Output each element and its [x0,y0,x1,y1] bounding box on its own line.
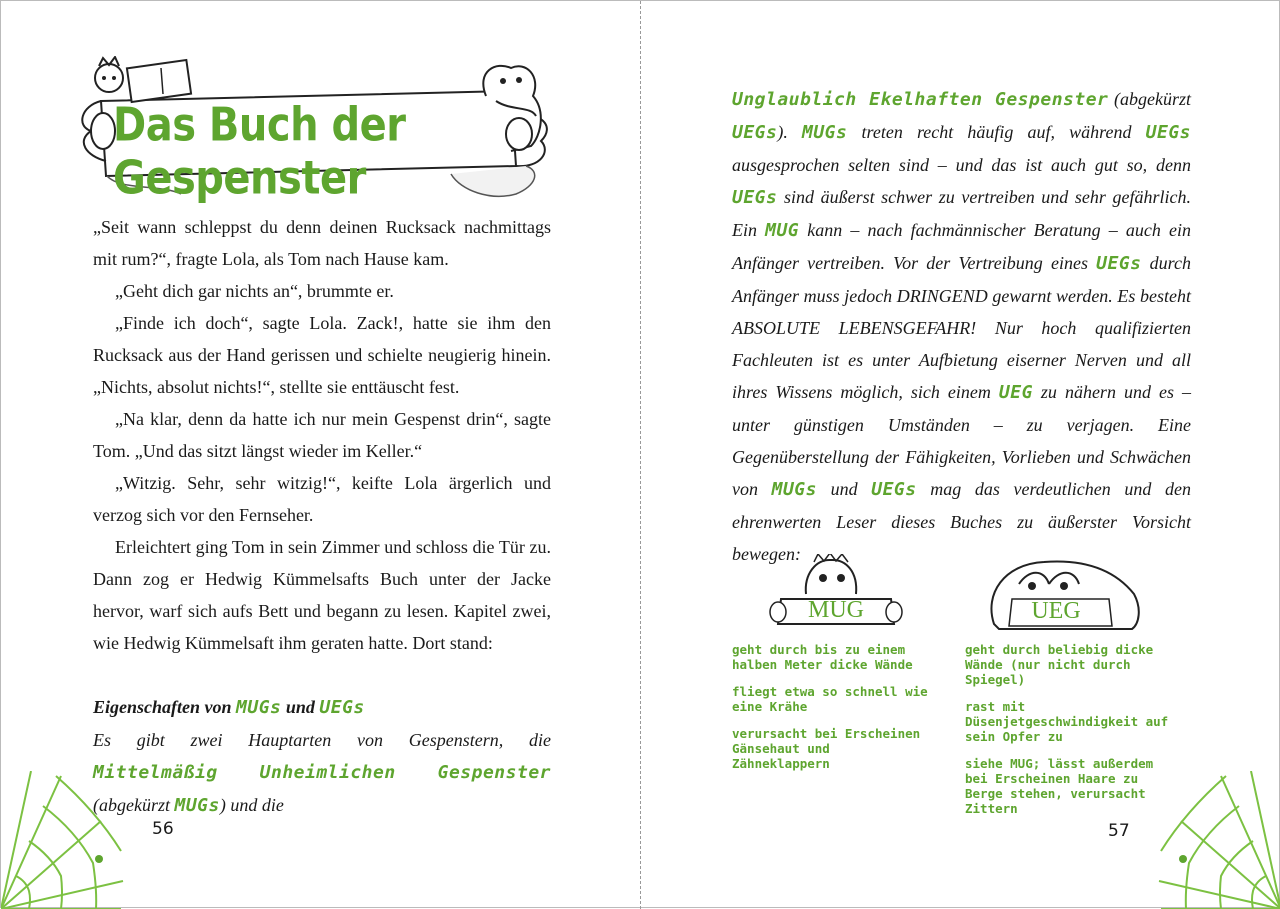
intro-text: ) und die [219,795,284,815]
paragraph: „Seit wann schleppst du denn deinen Rucksack nachmittags mit rum?“, fragte Lola, als Tom nach Hause kam. [93,217,551,269]
heading-text: und [281,697,320,717]
text-run: zu nähern und es – unter günstigen Umständen – zu verjagen. Eine Gegenüberstellung der Fähigkeiten, Vorlieben und Schwächen von [732,382,1191,499]
intro-text: (abgekürzt [93,795,175,815]
text-run: (abgekürzt [1108,89,1192,109]
uegs-term: UEGs [1145,122,1192,143]
left-page [1,1,640,909]
paragraph: Erleichtert ging Tom in sein Zimmer und schloss die Tür zu. Dann zog er Hedwig Kümmelsafts Buch unter der Jacke hervor, warf sich aufs Bett und begann zu lesen. Kapitel zwei, wie Hedwig Kümmelsaft ihm geraten hatte. Dort stand: [93,537,551,653]
ueg-properties-list [965,642,1180,828]
paragraph: „Witzig. Sehr, sehr witzig!“, keifte Lola ärgerlich und verzog sich vor den Fernseher. [93,473,551,525]
text-run: sind äußerst schwer zu vertreiben und sehr gefährlich. Ein [732,187,1191,240]
list-item: verursacht bei Erscheinen Gänsehaut und Zähneklappern [732,726,921,771]
mug-term: MUG [765,220,800,241]
mug-fullname: Mittelmäßig Unheimlichen Gespenster [93,762,551,783]
mug-label: MUG [807,597,864,623]
mugs-term: MUGs [174,795,220,816]
list-item: geht durch beliebig dicke Wände (nur nicht durch Spiegel) [965,642,1154,687]
text-run: durch Anfänger muss jedoch DRINGEND gewarnt werden. Es besteht ABSOLUTE LEBENSGEFAHR! Nur hoch qualifizierten Fachleuten ist es unter Aufbietung eiserner Nerven und all ihres Wissens möglich, sich einem [732,253,1191,402]
chapter-excerpt [93,691,551,822]
uegs-term: UEGs [1096,253,1142,274]
uegs-term: UEGs [871,479,917,500]
page-number: 56 [152,819,174,839]
ueg-term: UEG [998,382,1033,403]
list-item: geht durch bis zu einem halben Meter dicke Wände [732,642,913,672]
excerpt-intro [93,724,551,822]
list-item: siehe MUG; lässt außerdem bei Erscheinen Haare zu Berge stehen, verursacht Zittern [965,756,1154,816]
text-run: mag das verdeutlichen und den ehrenwerten Leser dieses Buches zu äußerster Vorsicht bewegen: [732,479,1191,564]
text-run: treten recht häufig auf, während [847,122,1146,142]
mug-properties-list [732,642,932,783]
book-title: Das Buch der Gespenster [113,99,406,205]
paragraph: „Geht dich gar nichts an“, brummte er. [115,281,394,301]
heading-text: Eigenschaften von [93,697,237,717]
uegs-term: UEGs [319,697,365,718]
ueg-label: UEG [1031,598,1081,624]
mugs-term: MUGs [802,122,848,143]
right-body-text [732,83,1191,570]
spiderweb-icon [1,771,126,909]
text-run: ausgesprochen selten sind – und das ist auch gut so, denn [732,155,1191,175]
ueg-fullname: Unglaublich Ekelhaften Gespenster [732,89,1109,110]
text-run: und [816,479,872,499]
paragraph: „Na klar, denn da hatte ich nur mein Gespenst drin“, sagte Tom. „Und das sitzt längst wieder im Keller.“ [93,409,551,461]
uegs-term: UEGs [732,187,778,208]
excerpt-heading [93,691,551,724]
list-item: fliegt etwa so schnell wie eine Krähe [732,684,928,714]
mugs-term: MUGs [771,479,817,500]
paragraph: „Finde ich doch“, sagte Lola. Zack!, hatte sie ihm den Rucksack aus der Hand gerissen und schielte neugierig hinein. „Nichts, absolut nichts!“, stellte sie enttäuscht fest. [93,313,551,397]
text-run: kann – nach fachmännischer Beratung – auch ein Anfänger vertreiben. Vor der Vertreibung eines [732,220,1191,273]
text-run: ). [777,122,802,142]
left-body-text [93,211,551,659]
intro-text: Es gibt zwei Hauptarten von Gespenstern, die [93,730,551,750]
page-number: 57 [1108,821,1130,841]
mugs-term: MUGs [236,697,282,718]
uegs-term: UEGs [732,122,778,143]
spiderweb-icon [1156,771,1280,909]
list-item: rast mit Düsenjetgeschwindigkeit auf sein Opfer zu [965,699,1169,744]
comparison-intro [732,83,1191,570]
